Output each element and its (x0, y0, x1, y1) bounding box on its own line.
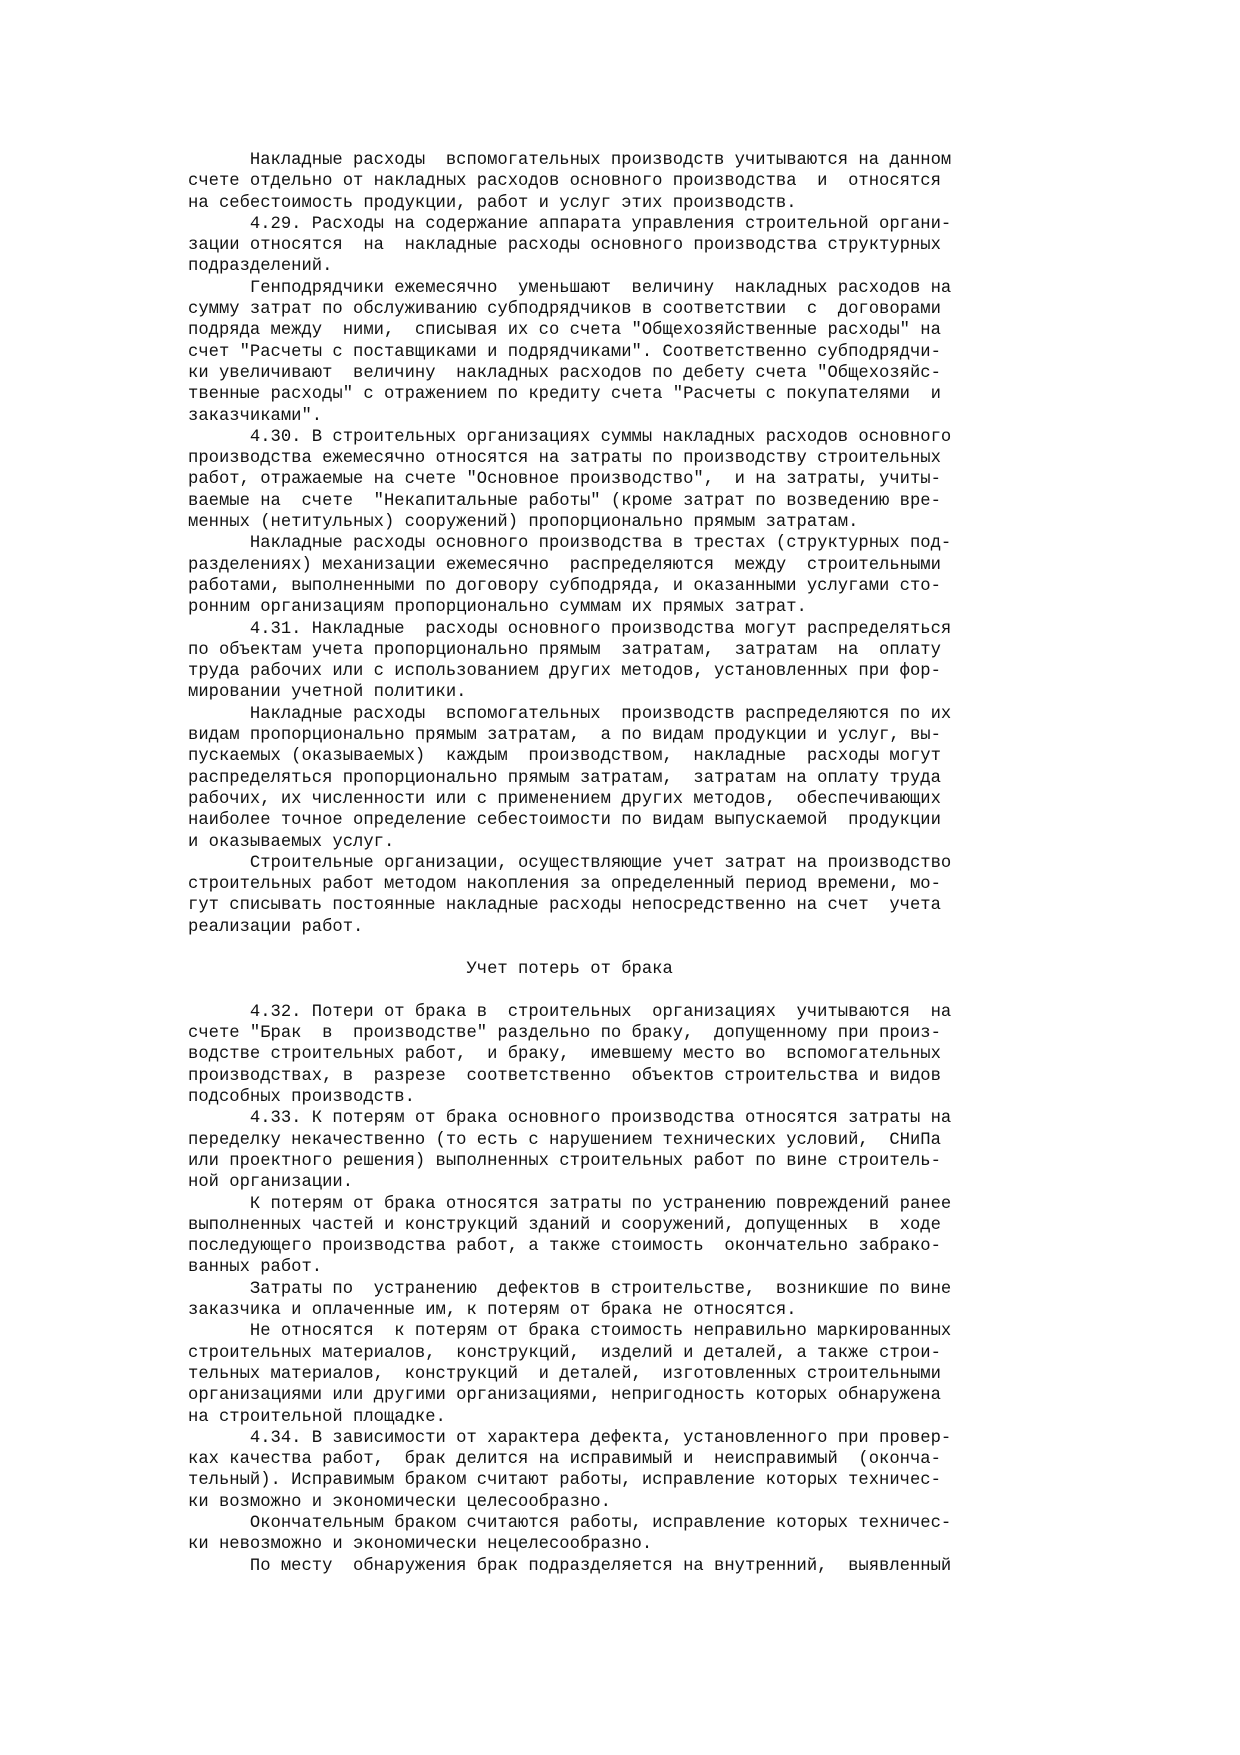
text-line: видам пропорционально прямым затратам, а по видам продукции и услуг, вы- (188, 726, 941, 746)
blank-line (188, 938, 951, 959)
text-line: Накладные расходы вспомогательных производств распределяются по их (188, 704, 952, 724)
text-line: ках качества работ, брак делится на исправимый и неисправимый (оконча- (188, 1450, 941, 1470)
text-line: Окончательным браком считаются работы, исправление которых техничес- (188, 1514, 952, 1533)
text-line: 4.33. К потерям от брака основного производства относятся затраты на (188, 1109, 952, 1129)
text-line: 4.30. В строительных организациях суммы накладных расходов основного (188, 427, 952, 447)
text-line: подразделений. (188, 257, 333, 277)
text-line: К потерям от брака относятся затраты по устранению повреждений ранее (188, 1194, 952, 1214)
text-line: выполненных частей и конструкций зданий и сооружений, допущенных в ходе (188, 1215, 941, 1235)
text-line: счете отдельно от накладных расходов основного производства и относятся (188, 172, 941, 192)
text-line: ной организации. (188, 1173, 354, 1193)
text-line: Не относятся к потерям от брака стоимость неправильно маркированных (188, 1322, 952, 1342)
text-line: гут списывать постоянные накладные расходы непосредственно на счет учета (188, 896, 941, 916)
text-line: тельных материалов, конструкций и деталей, изготовленных строительными (188, 1364, 941, 1384)
text-line: производствах, в разрезе соответственно объектов строительства и видов (188, 1066, 941, 1086)
text-line: 4.31. Накладные расходы основного производства могут распределяться (188, 619, 952, 639)
text-line: водстве строительных работ, и браку, имевшему место во вспомогательных (188, 1045, 941, 1065)
text-line: ки увеличивают величину накладных расходов по дебету счета "Общехозяйс- (188, 363, 941, 383)
text-line: труда рабочих или с использованием других методов, установленных при фор- (188, 662, 941, 682)
text-line: подсобных производств. (188, 1088, 415, 1108)
text-line: на строительной площадке. (188, 1407, 446, 1427)
text-line: По месту обнаружения брак подразделяется на внутренний, выявленный (188, 1556, 952, 1576)
text-line: на себестоимость продукции, работ и услуг этих производств. (188, 193, 797, 213)
text-line: и оказываемых услуг. (188, 832, 395, 852)
text-line: работами, выполненными по договору субподряда, и оказанными услугами сто- (188, 576, 941, 596)
text-line: 4.34. В зависимости от характера дефекта, установленного при провер- (188, 1428, 952, 1448)
text-line: пускаемых (оказываемых) каждым производством, накладные расходы могут (188, 747, 941, 767)
document-body (188, 150, 951, 1577)
text-line: по объектам учета пропорционально прямым затратам, затратам на оплату (188, 640, 941, 660)
text-line: менных (нетитульных) сооружений) пропорционально прямым затратам. (188, 513, 859, 533)
text-line: заказчиками". (188, 406, 323, 426)
text-line: твенные расходы" с отражением по кредиту счета "Расчеты с покупателями и (188, 385, 941, 405)
text-line: заказчика и оплаченные им, к потерям от брака не относятся. (188, 1301, 797, 1321)
text-line: Генподрядчики ежемесячно уменьшают величину накладных расходов на (188, 278, 952, 298)
text-line: распределяться пропорционально прямым затратам, затратам на оплату труда (188, 768, 941, 788)
text-line: реализации работ. (188, 917, 364, 937)
text-line: последующего производства работ, а также стоимость окончательно забрако- (188, 1237, 941, 1257)
text-line: 4.32. Потери от брака в строительных организациях учитываются на (188, 1002, 952, 1022)
text-line: строительных работ методом накопления за определенный период времени, мо- (188, 875, 941, 895)
text-line: ки возможно и экономически целесообразно. (188, 1492, 611, 1512)
text-line: производства ежемесячно относятся на затраты по производству строительных (188, 449, 941, 469)
text-line: 4.29. Расходы на содержание аппарата управления строительной органи- (188, 214, 952, 234)
text-line: строительных материалов, конструкций, изделий и деталей, а также строи- (188, 1343, 941, 1363)
text-line: Строительные организации, осуществляющие учет затрат на производство (188, 853, 952, 873)
text-line: сумму затрат по обслуживанию субподрядчиков в соответствии с договорами (188, 300, 941, 320)
text-line: счет "Расчеты с поставщиками и подрядчиками". Соответственно субподрядчи- (188, 342, 941, 362)
text-line: работ, отражаемые на счете "Основное производство", и на затраты, учиты- (188, 470, 941, 490)
text-line: ваемые на счете "Некапитальные работы" (кроме затрат по возведению вре- (188, 491, 941, 511)
text-line: Затраты по устранению дефектов в строительстве, возникшие по вине (188, 1279, 952, 1299)
text-line: мировании учетной политики. (188, 683, 467, 703)
text-line: или проектного решения) выполненных строительных работ по вине строитель- (188, 1151, 941, 1171)
text-line: Учет потерь от брака (188, 960, 673, 980)
text-line: счете "Брак в производстве" раздельно по браку, допущенному при произ- (188, 1024, 941, 1044)
text-line: Накладные расходы вспомогательных производств учитываются на данном (188, 151, 952, 170)
text-line: переделку некачественно (то есть с нарушением технических условий, СНиПа (188, 1130, 941, 1150)
text-line: тельный). Исправимым браком считают работы, исправление которых техничес- (188, 1471, 941, 1491)
blank-line (188, 981, 951, 1002)
text-line: ронним организациям пропорционально суммам их прямых затрат. (188, 598, 807, 618)
text-line: Накладные расходы основного производства в трестах (структурных под- (188, 534, 952, 554)
text-line: зации относятся на накладные расходы основного производства структурных (188, 236, 941, 256)
text-line: подряда между ними, списывая их со счета "Общехозяйственные расходы" на (188, 321, 941, 341)
text-line: разделениях) механизации ежемесячно распределяются между строительными (188, 555, 941, 575)
text-line: наиболее точное определение себестоимости по видам выпускаемой продукции (188, 811, 941, 831)
text-line: рабочих, их численности или с применением других методов, обеспечивающих (188, 789, 941, 809)
text-line: ки невозможно и экономически нецелесообразно. (188, 1535, 653, 1555)
text-line: организациями или другими организациями, непригодность которых обнаружена (188, 1386, 941, 1406)
text-line: ванных работ. (188, 1258, 323, 1278)
